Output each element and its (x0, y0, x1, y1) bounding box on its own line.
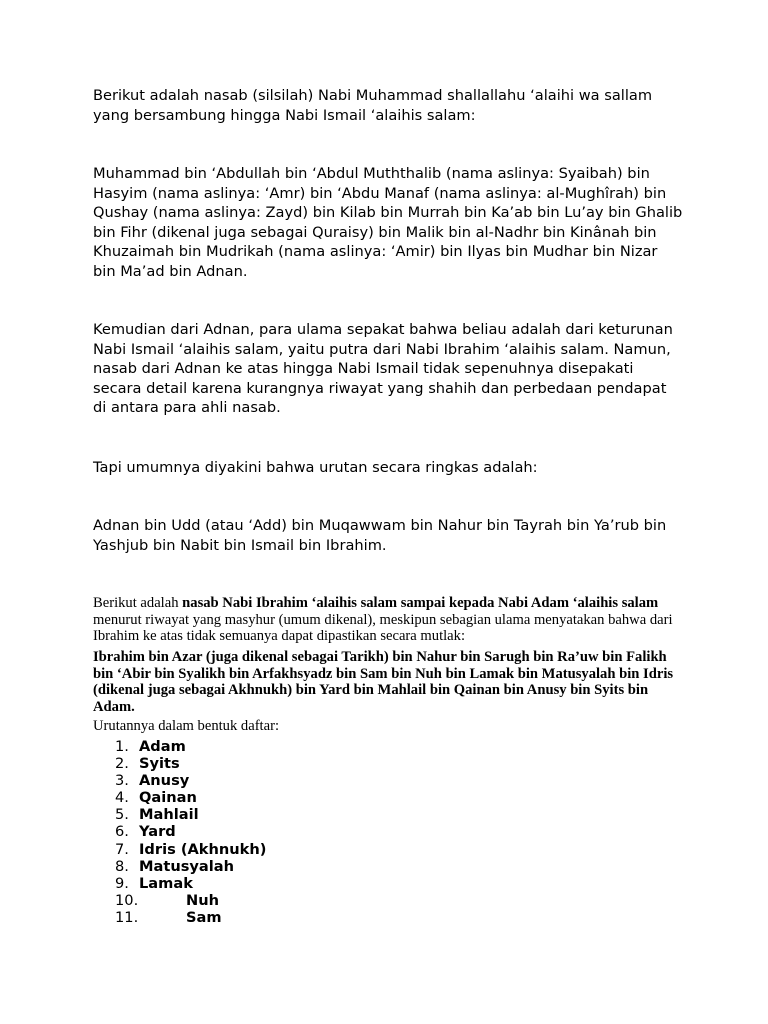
list-item-number: 10. (115, 891, 139, 909)
list-item (93, 909, 493, 926)
ibrahim-intro-after: menurut riwayat yang masyhur (umum dikenal), meskipun sebagian ulama menyatakan bahwa dari Ibrahim ke atas tidak semuanya dapat dipastikan secara mutlak: (93, 611, 673, 645)
ibrahim-intro-bold: nasab Nabi Ibrahim ‘alaihis salam sampai kepada Nabi Adam ‘alaihis salam (182, 595, 659, 611)
list-item-number: 6. (115, 823, 129, 841)
muhammad-lineage-paragraph: Muhammad bin ‘Abdullah bin ‘Abdul Muththalib (nama aslinya: Syaibah) bin Hasyim (nama aslinya: ‘Amr) bin ‘Abdu Manaf (nama aslinya: al-Mughîrah) bin Qushay (nama aslinya: Zayd) bin Kilab bin Murrah bin Ka’ab bin Lu’ay bin Ghalib bin Fihr (dikenal juga sebagai Quraisy) bin Malik bin al-Nadhr bin Kinânah bin Khuzaimah bin Mudrikah (nama aslinya: ‘Amir) bin Ilyas bin Mudhar bin Nizar bin Ma’ad bin Adnan. (93, 165, 683, 280)
ibrahim-lineage-paragraph: Ibrahim bin Azar (juga dikenal sebagai Tarikh) bin Nahur bin Sarugh bin Ra’uw bin Falikh bin ‘Abir bin Syalikh bin Arfakhsyadz bin Sam bin Nuh bin Lamak bin Matusyalah bin Idris (dikenal juga sebagai Akhnukh) bin Yard bin Mahlail bin Qainan bin Anusy bin Syits bin Adam. (93, 649, 674, 715)
list-item-name: Adam (139, 738, 186, 755)
adnan-lineage-paragraph: Adnan bin Udd (atau ‘Add) bin Muqawwam bin Nahur bin Tayrah bin Ya’rub bin Yashjub bin Nabit bin Ismail bin Ibrahim. (93, 517, 667, 554)
list-item (93, 841, 493, 858)
list-item-name: Sam (186, 908, 222, 926)
list-item-name: Matusyalah (139, 857, 235, 875)
list-item-number: 8. (115, 857, 129, 875)
adnan-note-paragraph: Kemudian dari Adnan, para ulama sepakat bahwa beliau adalah dari keturunan Nabi Ismail ‘alaihis salam, yaitu putra dari Nabi Ibrahim ‘alaihis salam. Namun, nasab dari Adnan ke atas hingga Nabi Ismail tidak sepenuhnya disepakati secara detail karena kurangnya riwayat yang shahih dan perbedaan pendapat di antara para ahli nasab. (93, 321, 673, 417)
list-item-number: 3. (115, 772, 129, 790)
list-item (93, 772, 493, 789)
list-item (93, 806, 493, 823)
list-item-name: Nuh (186, 891, 219, 909)
list-item-name: Syits (139, 755, 180, 773)
list-item-name: Yard (139, 823, 176, 841)
lineage-list (93, 738, 493, 926)
list-item (93, 858, 493, 875)
summary-intro-paragraph: Tapi umumnya diyakini bahwa urutan secara ringkas adalah: (93, 459, 538, 476)
ibrahim-intro-paragraph (93, 595, 683, 645)
list-intro-paragraph: Urutannya dalam bentuk daftar: (93, 718, 279, 734)
list-item-name: Mahlail (139, 806, 199, 824)
list-item-name: Lamak (139, 874, 193, 892)
list-item-number: 7. (115, 840, 129, 858)
intro-paragraph: Berikut adalah nasab (silsilah) Nabi Muhammad shallallahu ‘alaihi wa sallam yang bersambung hingga Nabi Ismail ‘alaihis salam: (93, 87, 653, 124)
ibrahim-intro-before: Berikut adalah (93, 595, 183, 611)
list-item (93, 892, 493, 909)
list-item (93, 738, 493, 755)
list-item (93, 755, 493, 772)
list-item-number: 1. (115, 738, 129, 755)
list-item-number: 9. (115, 874, 129, 892)
list-item-name: Anusy (139, 772, 190, 790)
list-item-name: Idris (Akhnukh) (139, 840, 267, 858)
list-item-number: 5. (115, 806, 129, 824)
list-item (93, 789, 493, 806)
list-item-name: Qainan (139, 789, 197, 807)
list-item-number: 2. (115, 755, 129, 773)
list-item-number: 4. (115, 789, 129, 807)
list-item-number: 11. (115, 908, 139, 926)
list-item (93, 875, 493, 892)
list-item (93, 823, 493, 840)
